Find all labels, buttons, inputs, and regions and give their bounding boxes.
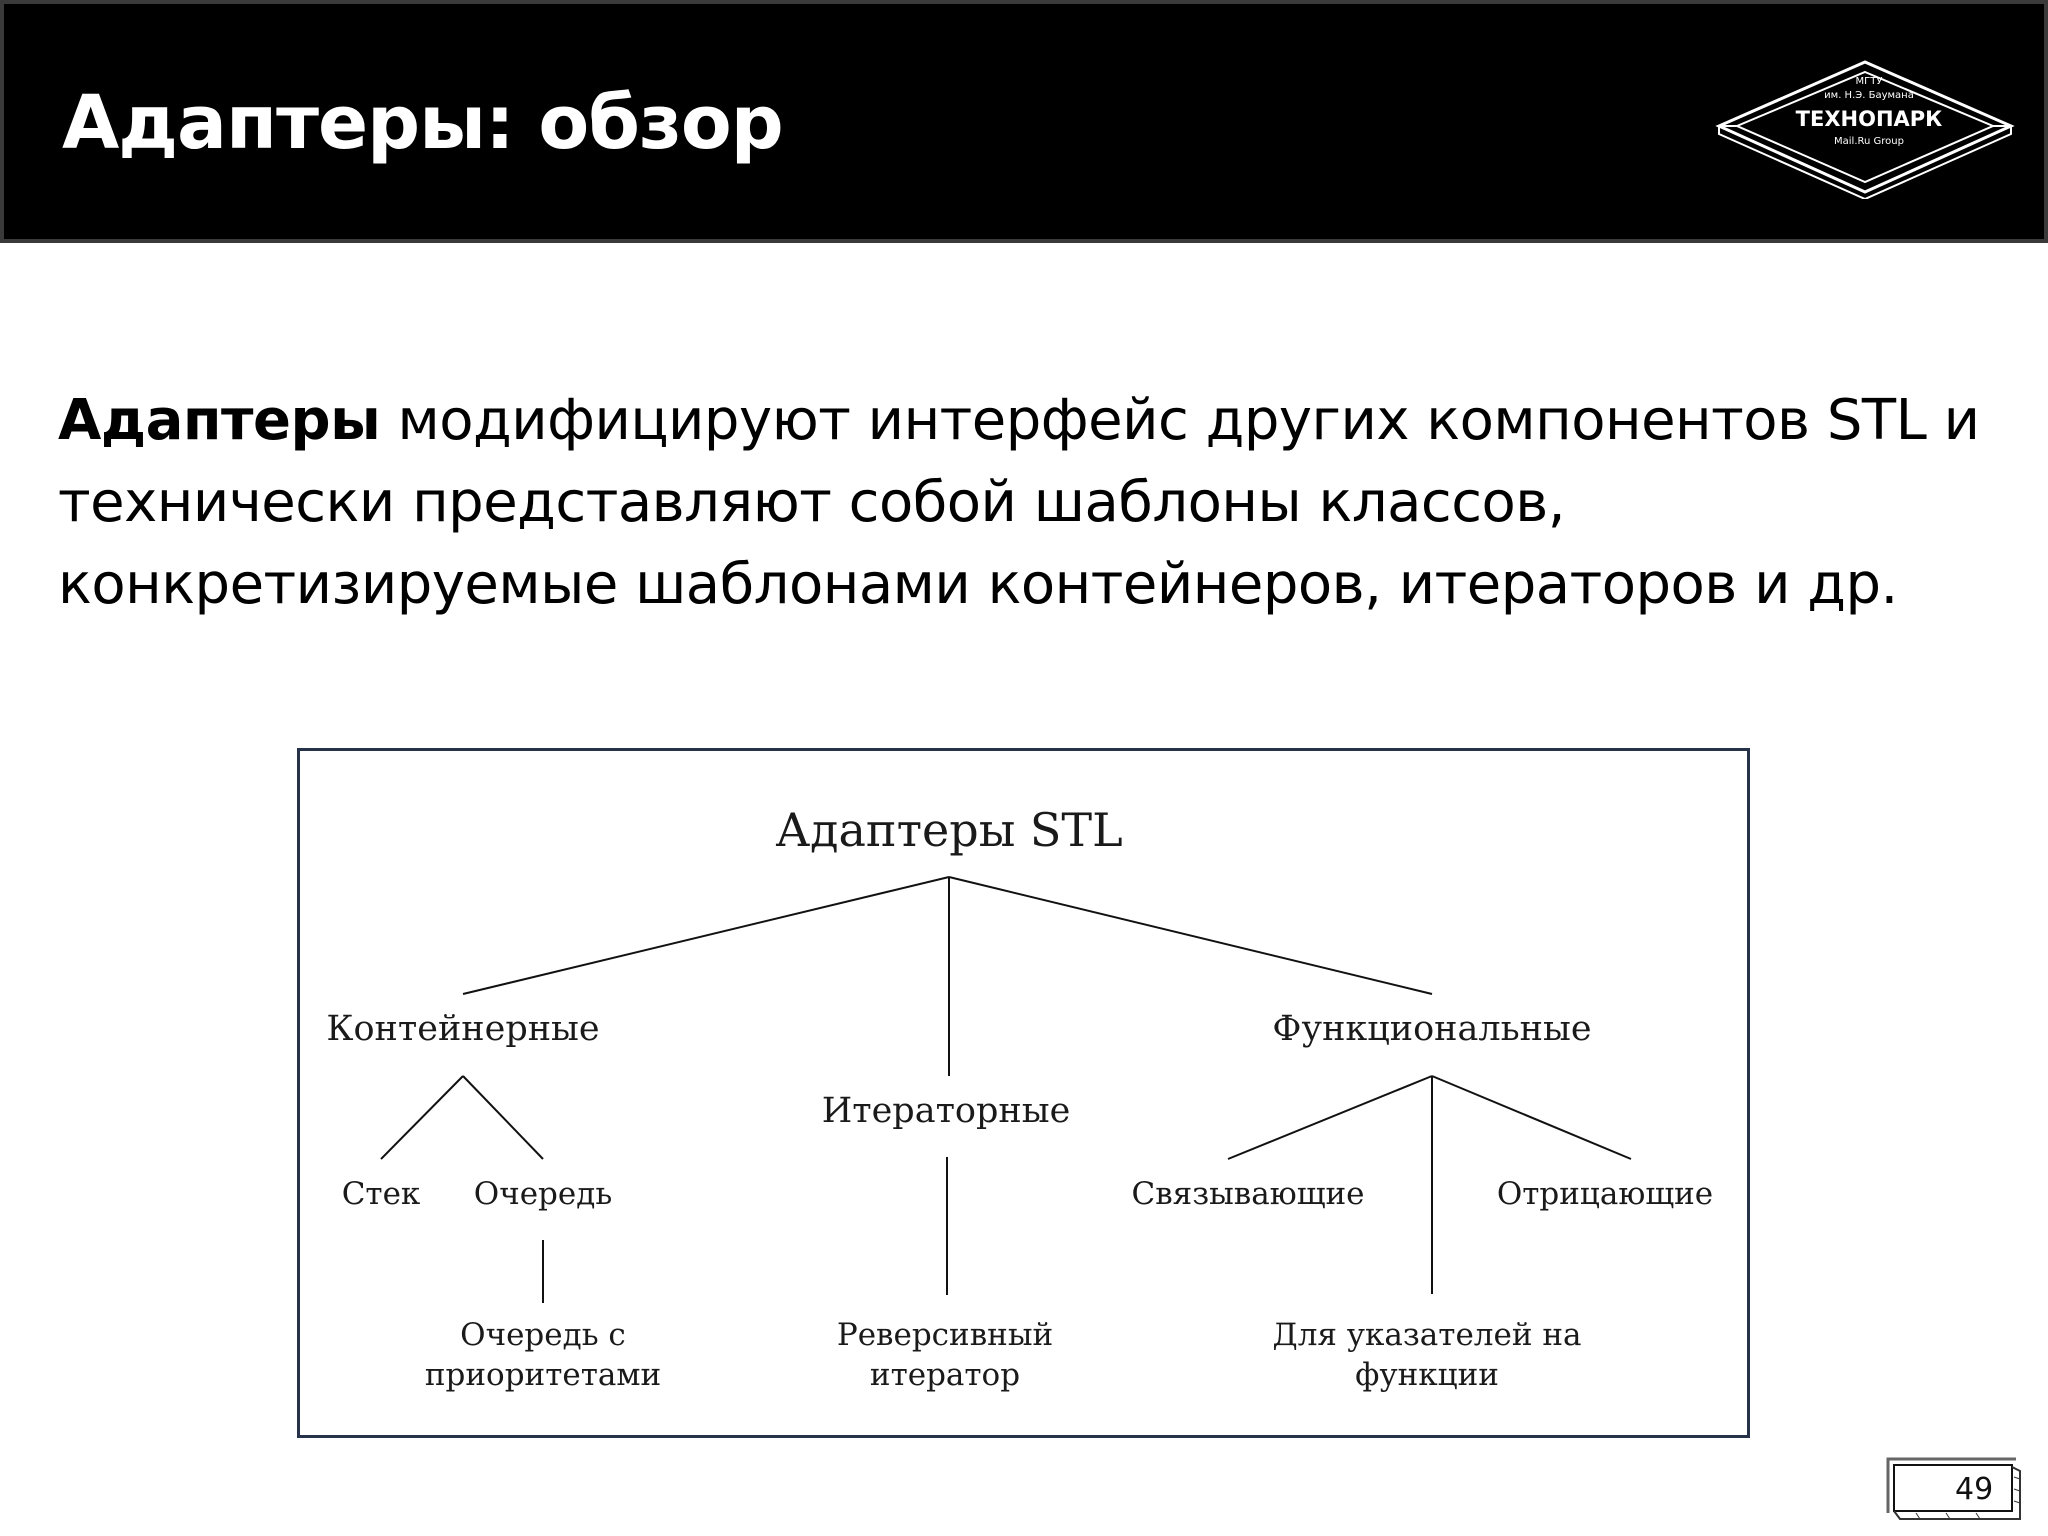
edge-functional-binders <box>1228 1076 1432 1159</box>
node-priority-queue-line2: приоритетами <box>424 1357 662 1393</box>
logo-subtitle: Mail.Ru Group <box>1834 136 1904 147</box>
node-function-pointers-line2: функции <box>1355 1357 1499 1393</box>
edge-root-containers <box>463 877 949 994</box>
slide-title: Адаптеры: обзор <box>62 80 783 166</box>
node-negators: Отрицающие <box>1496 1176 1714 1212</box>
node-iterators: Итераторные <box>821 1091 1071 1131</box>
node-containers: Контейнерные <box>326 1009 600 1049</box>
edge-functional-negators <box>1432 1076 1631 1159</box>
edge-containers-stack <box>381 1076 463 1159</box>
slide-header <box>0 0 2048 243</box>
node-priority-queue <box>425 1315 661 1395</box>
logo-line2: им. Н.Э. Баумана <box>1824 90 1914 101</box>
node-queue: Очередь <box>473 1176 613 1212</box>
edge-root-functional <box>949 877 1432 994</box>
node-priority-queue-line1: Очередь с <box>460 1317 626 1353</box>
intro-text: модифицируют интерфейс других компонентов STL и технически представляют собой шаблоны классов, конкретизируемые шаблонами контейнеров, итераторов и др. <box>58 388 1980 617</box>
node-stack: Стек <box>341 1176 421 1212</box>
logo-name: ТЕХНОПАРК <box>1795 107 1943 131</box>
node-root: Адаптеры STL <box>775 803 1123 857</box>
adapters-tree-diagram <box>297 748 1750 1438</box>
node-reverse-iterator-line2: итератор <box>869 1357 1021 1393</box>
node-function-pointers-line1: Для указателей на <box>1272 1317 1582 1353</box>
node-function-pointers <box>1273 1315 1582 1395</box>
intro-paragraph <box>58 380 1988 626</box>
page-number: 49 <box>1955 1472 1994 1507</box>
edge-containers-queue <box>463 1076 543 1159</box>
logo-line1: МГТУ <box>1855 76 1883 87</box>
intro-term: Адаптеры <box>58 388 381 453</box>
node-functional: Функциональные <box>1272 1009 1592 1049</box>
node-reverse-iterator-line1: Реверсивный <box>836 1317 1054 1353</box>
node-reverse-iterator <box>837 1315 1053 1395</box>
node-binders: Связывающие <box>1131 1176 1365 1212</box>
